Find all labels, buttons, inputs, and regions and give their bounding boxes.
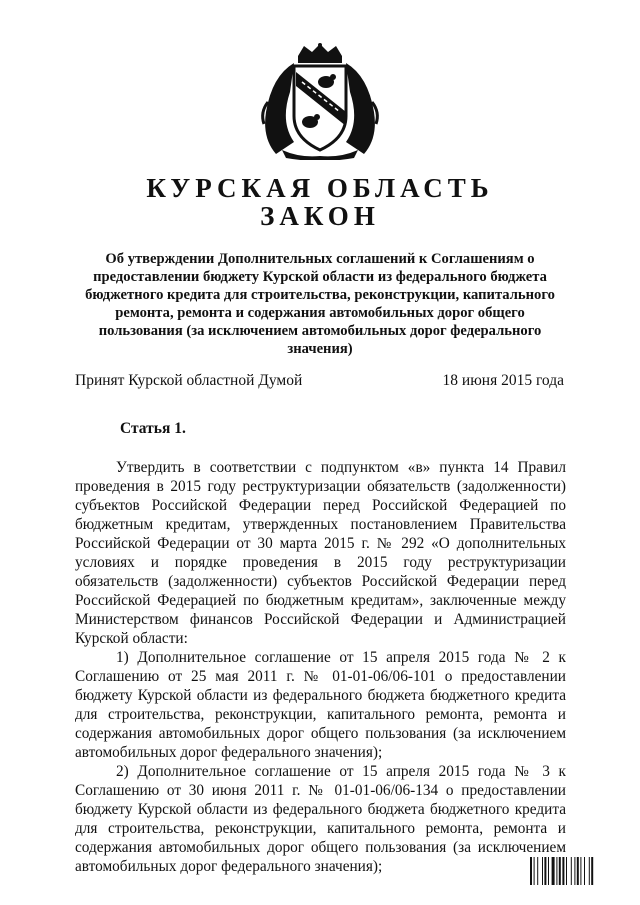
- adopted-by: Принят Курской областной Думой: [75, 372, 303, 389]
- document-type-title: ЗАКОН: [260, 201, 380, 231]
- article-body: [75, 458, 566, 876]
- article-heading: Статья 1.: [120, 420, 186, 437]
- adoption-date: 18 июня 2015 года: [442, 372, 564, 389]
- region-title: КУРСКАЯ ОБЛАСТЬ: [146, 173, 494, 203]
- kursk-coat-of-arms-icon: [254, 42, 386, 160]
- law-subject: Об утверждении Дополнительных соглашений к Соглашениям о предоставлении бюджету Курской области из федерального бюджета бюджетного кредита для строительства, реконструкции, капитального ремонта, ремонта и содержания автомобильных дорог общего пользования (за исключением автомобильных дорог федерального значения): [85, 251, 555, 357]
- barcode: [530, 857, 620, 885]
- barcode-icon: [530, 857, 620, 885]
- coat-of-arms-emblem: [254, 42, 386, 160]
- article-paragraph: Утвердить в соответствии с подпунктом «в» пункта 14 Правил проведения в 2015 году реструктуризации обязательств (задолженности) субъектов Российской Федерации перед Российской Федерацией по бюджетным кредитам, утвержденных постановлением Правительства Российской Федерации от 30 марта 2015 г. № 292 «О дополнительных условиях и порядке проведения в 2015 году реструктуризации обязательств (задолженности) субъектов Российской Федерации перед Российской Федерацией по бюджетным кредитам», заключенные между Министерством финансов Российской Федерации и Администрацией Курской области:: [75, 459, 566, 647]
- article-paragraph: 1) Дополнительное соглашение от 15 апреля 2015 года № 2 к Соглашению от 25 мая 2011 г. № 01-01-06/06-101 о предоставлении бюджету Курской области из федерального бюджета бюджетного кредита для строительства, реконструкции, капитального ремонта, ремонта и содержания автомобильных дорог общего пользования (за исключением автомобильных дорог федерального значения);: [75, 649, 566, 761]
- article-paragraph: 2) Дополнительное соглашение от 15 апреля 2015 года № 3 к Соглашению от 30 июня 2011 г. № 01-01-06/06-134 о предоставлении бюджету Курской области из федерального бюджета бюджетного кредита для строительства, реконструкции, капитального ремонта, ремонта и содержания автомобильных дорог общего пользования (за исключением автомобильных дорог федерального значения);: [75, 763, 566, 875]
